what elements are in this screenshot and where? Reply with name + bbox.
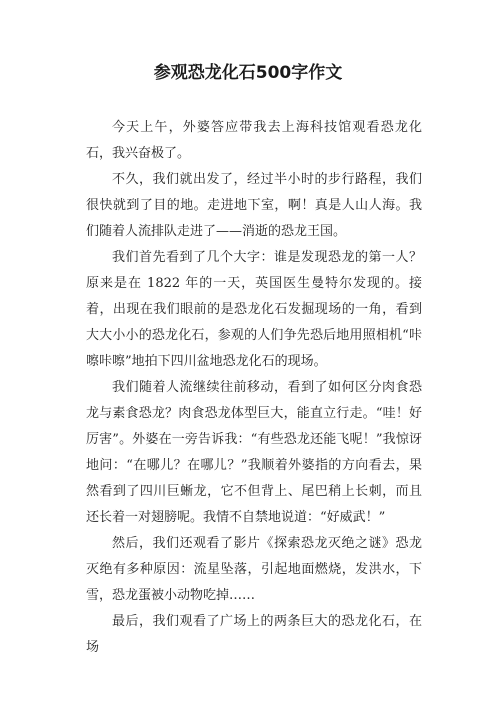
page-title: 参观恐龙化石500字作文 <box>153 63 343 83</box>
paragraph: 不久，我们就出发了，经过半小时的步行路程，我们很快就到了目的地。走进地下室，啊！真是人山人海。我们随着人流排队走进了——消逝的恐龙王国。 <box>86 172 422 239</box>
paragraph: 我们首先看到了几个大字：谁是发现恐龙的第一人？原来是在 1822 年的一天，英国医生曼特尔发现的。接着，出现在我们眼前的是恐龙化石发掘现场的一角，看到大大小小的恐龙化石，参观的人们争先恐后地用照相机“咔嚓咔嚓”地拍下四川盆地恐龙化石的现场。 <box>86 250 422 369</box>
paragraph: 今天上午，外婆答应带我去上海科技馆观看恐龙化石，我兴奋极了。 <box>86 120 422 161</box>
paragraph: 然后，我们还观看了影片《探索恐龙灭绝之谜》恐龙灭绝有多种原因：流星坠落，引起地面燃烧，发洪水，下雪，恐龙蛋被小动物吃掉…… <box>86 536 422 603</box>
paragraph: 最后，我们观看了广场上的两条巨大的恐龙化石，在场 <box>86 614 422 655</box>
paragraph: 我们随着人流继续往前移动，看到了如何区分肉食恐龙与素食恐龙？肉食恐龙体型巨大，能直立行走。“哇！好厉害”。外婆在一旁告诉我：“有些恐龙还能飞呢！”我惊讶地问：“在哪儿？在哪儿？”我顺着外婆指的方向看去，果然看到了四川巨蜥龙，它不但背上、尾巴稍上长刺，而且还长着一对翅膀呢。我情不自禁地说道：“好威武！” <box>86 380 422 525</box>
essay-body <box>86 115 422 661</box>
